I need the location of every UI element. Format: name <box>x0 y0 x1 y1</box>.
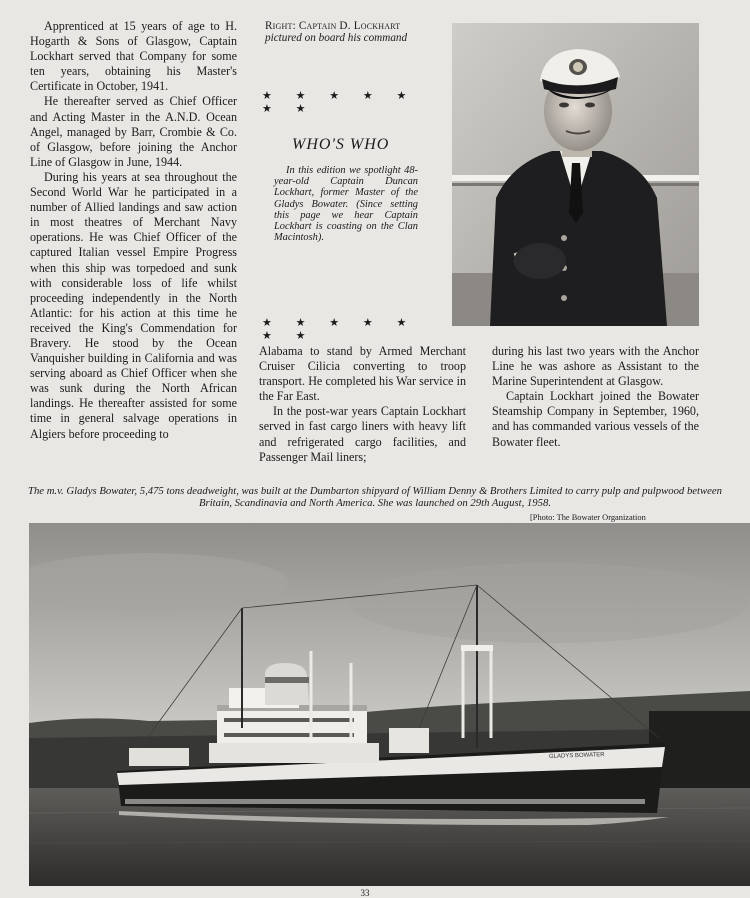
paragraph-alabama: Alabama to stand by Armed Merchant Cruiser Cilicia converting to troop transport. He completed his War service in the Far East. <box>259 344 466 404</box>
photo-credit: [Photo: The Bowater Organization <box>530 513 646 522</box>
article-column-right <box>492 344 699 450</box>
article-column-left <box>30 19 237 442</box>
paragraph-bowater: Captain Lockhart joined the Bowater Steamship Company in September, 1960, and has commanded various vessels of the Bowater fleet. <box>492 389 699 449</box>
ship-illustration <box>29 523 750 886</box>
ship-caption: The m.v. Gladys Bowater, 5,475 tons deadweight, was built at the Dumbarton shipyard of William Denny & Brothers Limited to carry pulp and pulpwood between Britain, Scandinavia and North America. She was launched on 29th August, 1958. <box>28 485 722 509</box>
paragraph-chief-officer: He thereafter served as Chief Officer and Acting Master in the A.N.D. Ocean Angel, managed by Barr, Crombie & Co. of Glasgow, before joining the Anchor Line of Glasgow in June, 1944. <box>30 94 237 169</box>
paragraph-post-war: In the post-war years Captain Lockhart served in fast cargo liners with heavy lift and refrigerated cargo facilities, and Passenger Mail liners; <box>259 404 466 464</box>
page-number: 33 <box>360 888 370 898</box>
hull-name-label: GLADYS BOWATER <box>548 752 605 760</box>
paragraph-ashore: during his last two years with the Anchor Line he was ashore as Assistant to the Marine Superintendent at Glasgow. <box>492 344 699 389</box>
paragraph-war-years: During his years at sea throughout the Second World War he participated in a number of Allied landings and saw action in most theatres of Merchant Navy operations. He was Chief Officer of the captured Italian vessel Empire Progress when this ship was torpedoed and sunk with considerable loss of life whilst proceeding independently in the North Atlantic: for his action at this time he received the King's Commendation for Bravery. He stood by the Ocean Vanquisher building in California and was serving aboard as Chief Officer when she was sunk during the North African landings. He thereafter assisted for some time in general salvage operations in Algiers before proceeding to <box>30 169 237 441</box>
stars-divider-bottom: ★ ★ ★ ★ ★ ★ ★ <box>262 317 417 342</box>
portrait-illustration <box>452 23 699 326</box>
portrait-caption-text: pictured on board his command <box>265 32 408 44</box>
portrait-caption <box>265 20 445 44</box>
section-title: WHO'S WHO <box>292 136 390 153</box>
ship-photo <box>29 523 750 886</box>
portrait-caption-label: Right: Captain D. Lockhart <box>265 20 401 32</box>
paragraph-apprenticed: Apprenticed at 15 years of age to H. Hogarth & Sons of Glasgow, Captain Lockhart served that Company for some ten years, obtaining his Master's Certificate in October, 1941. <box>30 19 237 94</box>
intro-paragraph: In this edition we spotlight 48-year-old Captain Duncan Lockhart, former Master of the Gladys Bowater. (Since setting this page we hear Captain Lockhart is coasting on the Clan Macintosh). <box>274 165 418 244</box>
captain-portrait-photo <box>452 23 699 326</box>
stars-divider-top: ★ ★ ★ ★ ★ ★ ★ <box>262 90 417 115</box>
article-column-middle <box>259 344 466 465</box>
